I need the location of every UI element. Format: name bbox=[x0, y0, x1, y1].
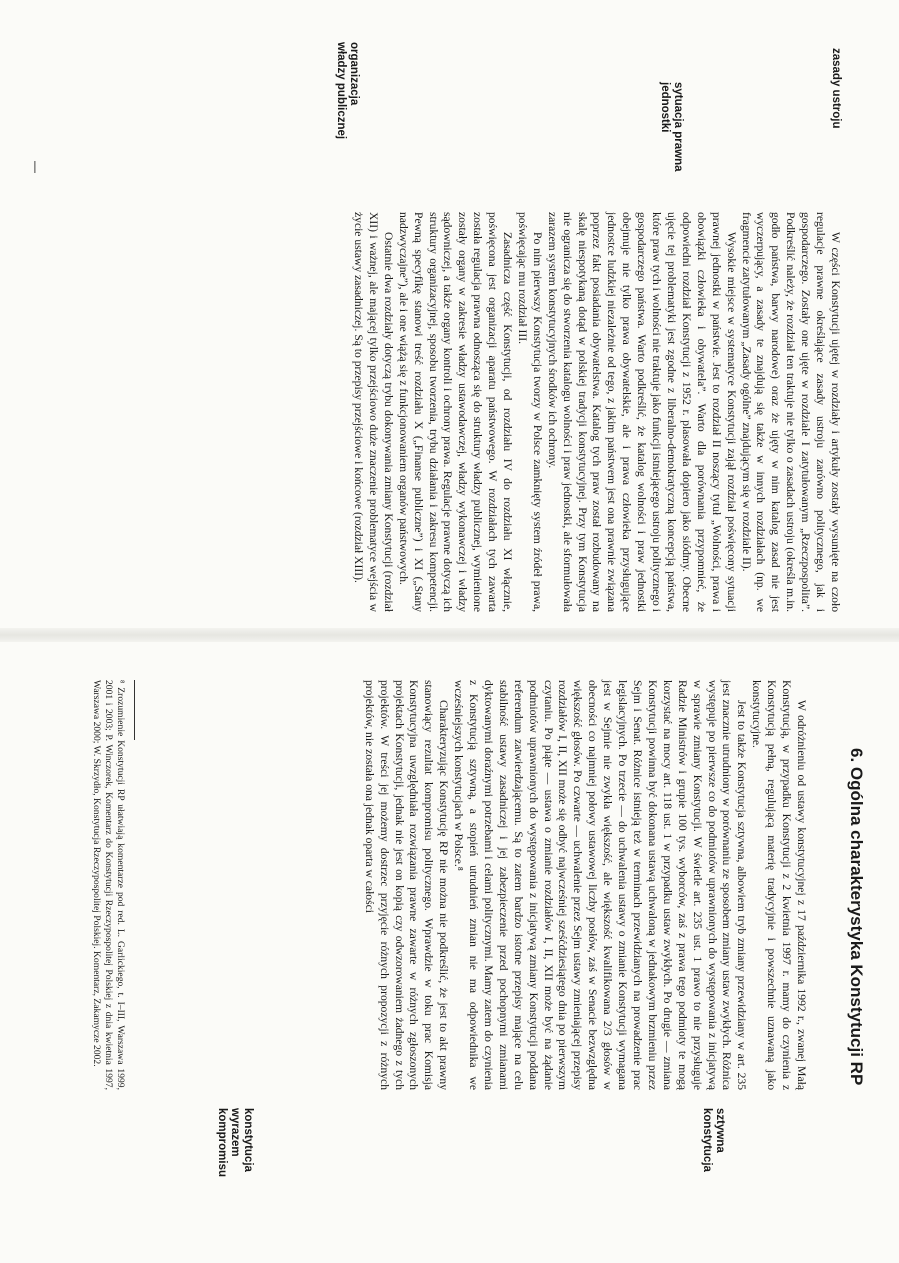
section-heading: 6. Ogólna charakterystyka Konstytucji RP bbox=[847, 748, 866, 1086]
footnote: ⁸ Zrozumienie Konstytucji RP ułatwiają komentarze pod red. L. Garlickiego, t. I–III, Warszawa 1999, 2001 i 2003; P. Winczorek, Komentarz do Konstytucji Rzeczypospolitej Polskiej z dnia kwietnia 1997, Warszawa 2000; W. Skrzydło, Konstytucja Rzeczypospolitej Polskiej. Komentarz, Zakamycze 2002. bbox=[90, 680, 126, 1090]
lower-paragraph-2: Jest to także Konstytucja sztywna, albowiem tryb zmiany przewidziany w art. 235 jest znacznie utrudniony w porównaniu ze sposobem zmiany ustaw zwykłych. Różnica występuje po pierwsze co do podmiotów uprawnionych do występowania z inicjatywą w sprawie zmiany Konstytucji. W świetle art. 235 ust. 1 prawo to nie przysługuje Radzie Ministrów i grupie 100 tys. wyborców, zaś z prawa tego podmioty te mogą korzystać na mocy art. 118 ust. 1 w przypadku ustaw zwykłych. Po drugie — zmiana Konstytucji powinna być dokonana ustawą uchwaloną w jednakowym brzmieniu przez Sejm i Senat. Różnice istnieją też w terminach przewidzianych na prowadzenie prac legislacyjnych. Po trzecie — do uchwalenia ustawy o zmianie Konstytucji wymagana jest w Sejmie nie zwykła większość, ale większość kwalifikowana 2/3 głosów w obecności co najmniej połowy ustawowej liczby posłów, zaś w Senacie bezwzględna większość głosów. Po czwarte — uchwalenie przez Sejm ustawy zmieniającej przepisy rozdziałów I, II, XII może się odbyć najwcześniej sześćdziesiątego dnia po pierwszym czytaniu. Po piąte — ustawa o zmianie rozdziałów I, II, XII może być na żądanie podmiotów uprawnionych do występowania z inicjatywą zmiany Konstytucji poddana referendum zatwierdzającemu. Są to zatem bardzo istotne przepisy mające na celu stabilność ustawy zasadniczej i jej zabezpieczenie przed pochopnymi zmianami dyktowanymi doraźnymi potrzebami i celami politycznymi. Mamy zatem do czynienia z Konstytucją sztywną, a stopień utrudnień zmian nie ma odpowiednika we wcześniejszych konstytucjach w Polsce.⁸ bbox=[452, 680, 749, 1090]
upper-paragraph-5: Ostatnie dwa rozdziały dotyczą trybu dokonywania zmiany Konstytucji (rozdział XII) i ważnej, ale mającej tylko przejściowo duże znaczenie problematyce wejścia w życie ustawy zasadniczej. Są to przepisy przejściowe i końcowe (rozdział XIII). bbox=[352, 212, 395, 612]
lower-paragraph-3: Charakteryzując Konstytucję RP nie można nie podkreślić, że jest to akt prawny stanowiący rezultat kompromisu politycznego. Wprawdzie w toku prac Komisja Konstytucyjna uwzględniała rozwiązania prawne zawarte w różnych zgłoszonych projektach Konstytucji, jednak nie jest on kopią czy odwzorowaniem żadnego z tych projektów. W treści jej możemy dostrzec przyjęcie różnych propozycji z różnych projektów, nie została ona jednak oparta w całości bbox=[362, 680, 451, 1090]
upper-paragraph-3: Po nim pierwszy Konstytucja tworzy w Polsce zamknięty system źródeł prawa, poświęcając mu rozdział III. bbox=[515, 212, 544, 612]
footnote-rule bbox=[134, 680, 135, 740]
note-zasady: zasady ustroju bbox=[830, 48, 842, 129]
note-konstytucja-kompromis: konstytucja wyrazem kompromisu bbox=[216, 1108, 254, 1178]
page-mark: — bbox=[29, 161, 43, 173]
page-fold bbox=[0, 628, 899, 642]
lower-paragraph-1: W odróżnieniu od ustawy konstytucyjnej z 17 października 1992 r., zwanej Małą Konstytucją, w przypadku Konstytucji z 2 kwietnia 1997 r. mamy do czynienia z Konstytucją pełną, regulującą materię tradycyjnie i powszechnie uznawaną jako konstytucyjne. bbox=[750, 680, 808, 1090]
note-sytuacja: sytuacja prawna jednostki bbox=[659, 82, 684, 172]
upper-paragraph-1: W części Konstytucji ujętej w rozdziały i artykuły zostały wysunięte na czoło regulacje prawne określające zasady ustroju zarówno politycznego, jak i gospodarczego. Zostały one ujęte w rozdziale I zatytułowanym „Rzeczpospolita”. Podkreślić należy, że rozdział ten traktuje nie tylko o zasadach ustroju (określa m.in. godło państwa, barwy narodowe) oraz że ujęty w nim katalog zasad nie jest wyczerpujący, a zasady te znajdują się także w innych rozdziałach (np. we fragmencie zatytułowanym „Zasady ogólne” znajdującym się w rozdziale II). bbox=[739, 212, 842, 612]
upper-paragraph-4: Zasadnicza część Konstytucji, od rozdziału IV do rozdziału XI włącznie, poświęcona jest organizacji aparatu państwowego. W rozdziałach tych zawarta została regulacja prawna odnosząca się do struktury władzy publicznej, wymienione zostały organy w zakresie władzy ustawodawczej, władzy wykonawczej i władzy sądowniczej, a także organy kontroli i ochrony prawa. Regulacje prawne dotyczą ich struktury organizacyjnej, sposobu tworzenia, trybu działania i zakresu kompetencji. Pewną specyfikę stanowi treść rozdziału X („Finanse publiczne”) i XI („Stany nadzwyczajne”), ale i one wiążą się z funkcjonowaniem organów państwowych. bbox=[396, 212, 515, 612]
note-organizacja: organizacja władzy publicznej bbox=[335, 42, 360, 140]
note-sztywna-konstytucja: sztywna konstytucja bbox=[701, 1108, 726, 1172]
upper-paragraph-2: Wysokie miejsce w systematyce Konstytucji zajął rozdział poświęcony sytuacji prawnej jednostki w państwie. Jest to rozdział II noszący tytuł „Wolności, prawa i obowiązki człowieka i obywatela”. Warto dla porównania przypomnieć, że odpowiedni rozdział Konstytucji z 1952 r. plasowała dopiero jako siódmy. Obecne ujęcie tej problematyki jest zgodne z liberalno-demokratyczną koncepcją państwa, które praw tych i wolności nie traktuje jako funkcji istniejącego ustroju politycznego i gospodarczego państwa. Warto podkreślić, że katalog wolności i praw jednostki obejmuje nie tylko prawa obywatelskie, ale i prawa człowieka przysługujące jednostce ludzkiej niezależnie od tego, z jakim państwem jest ona prawnie związana poprzez fakt posiadania obywatelstwa. Katalog tych praw został rozbudowany na skalę niespotykaną dotąd w polskiej tradycji konstytucyjnej. Przy tym Konstytucja nie ogranicza się do stworzenia katalogu wolności i praw jednostki, ale sformułowała zarazem system konstytucyjnych środków ich ochrony. bbox=[545, 212, 738, 612]
lower-text-column bbox=[361, 680, 808, 1090]
upper-text-column bbox=[350, 212, 842, 612]
